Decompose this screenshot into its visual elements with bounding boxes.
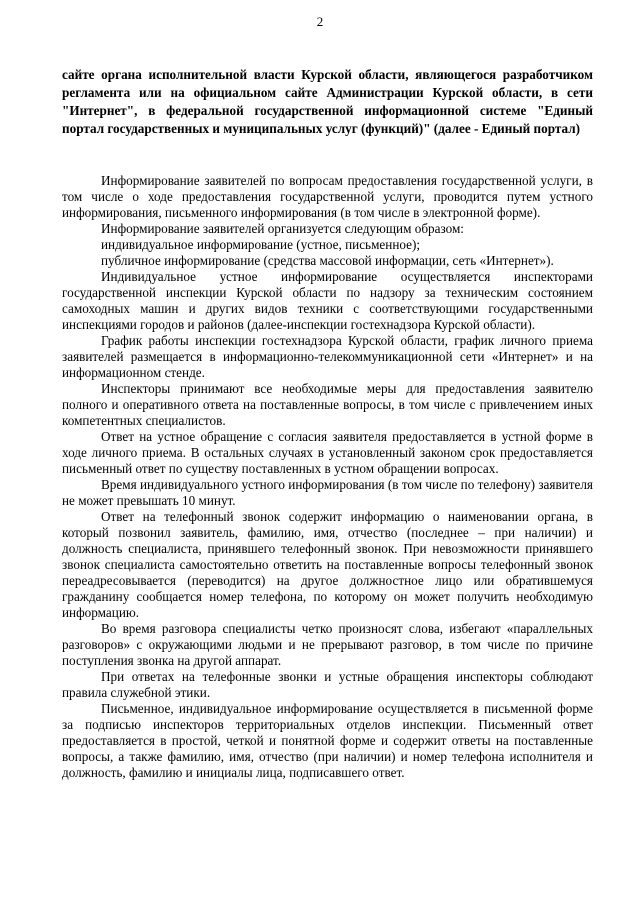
paragraph-time-limit: Время индивидуального устного информирования (в том числе по телефону) заявителя не может превышать 10 минут. <box>62 477 593 508</box>
paragraph-organization: Информирование заявителей организуется следующим образом: <box>101 221 464 236</box>
paragraph-public-item: публичное информирование (средства массовой информации, сеть «Интернет»). <box>101 253 554 268</box>
paragraph-schedule: График работы инспекции гостехнадзора Курской области, график личного приема заявителей размещается в информационно-телекоммуникационной сети «Интернет» и на информационном стенде. <box>62 333 593 380</box>
page-number: 2 <box>316 14 324 29</box>
document-body <box>62 173 593 781</box>
paragraph-informing-methods: Информирование заявителей по вопросам предоставления государственной услуги, в том числе о ходе предоставления государственной услуги, проводится путем устного информирования, письменного информирования (в том числе в электронной форме). <box>62 173 593 220</box>
paragraph-inspectors-measures: Инспекторы принимают все необходимые меры для предоставления заявителю полного и оперативного ответа на поставленные вопросы, в том числе с привлечением иных компетентных специалистов. <box>62 381 593 428</box>
section-heading: сайте органа исполнительной власти Курской области, являющегося разработчиком регламента или на официальном сайте Администрации Курской области, в сети "Интернет", в федеральной государственной информационной системе "Единый портал государственных и муниципальных услуг (функций)" (далее - Единый портал) <box>62 67 593 136</box>
paragraph-written-informing: Письменное, индивидуальное информирование осуществляется в письменной форме за подписью инспекторов территориальных отделов инспекции. Письменный ответ предоставляется в простой, четкой и понятной форме и содержит ответы на поставленные вопросы, а также фамилию, имя, отчество (при наличии) и номер телефона исполнителя и должность, фамилию и инициалы лица, подписавшего ответ. <box>62 701 593 780</box>
paragraph-conversation-rules: Во время разговора специалисты четко произносят слова, избегают «параллельных разговоров» с окружающими людьми и не прерывают разговор, в том числе по причине поступления звонка на другой аппарат. <box>62 621 593 668</box>
paragraph-ethics: При ответах на телефонные звонки и устные обращения инспекторы соблюдают правила служебной этики. <box>62 669 593 700</box>
paragraph-oral-informing: Индивидуальное устное информирование осуществляется инспекторами государственной инспекции Курской области по надзору за техническим состоянием самоходных машин и других видов техники с соответствующими государственными инспекциями городов и районов (далее-инспекции гостехнадзора Курской области). <box>62 269 593 332</box>
paragraph-phone-response: Ответ на телефонный звонок содержит информацию о наименовании органа, в который позвонил заявитель, фамилию, имя, отчество (последнее – при наличии) и должность специалиста, принявшего телефонный звонок. При невозможности принявшего звонок специалиста самостоятельно ответить на поставленные вопросы телефонный звонок переадресовывается (переводится) на другое должностное лицо или обратившемуся гражданину сообщается номер телефона, по которому он может получить необходимую информацию. <box>62 509 593 620</box>
paragraph-individual-item: индивидуальное информирование (устное, письменное); <box>101 237 421 252</box>
paragraph-oral-response: Ответ на устное обращение с согласия заявителя предоставляется в устной форме в ходе личного приема. В остальных случаях в установленный законом срок предоставляется письменный ответ по существу поставленных в устном обращении вопросах. <box>62 429 593 476</box>
